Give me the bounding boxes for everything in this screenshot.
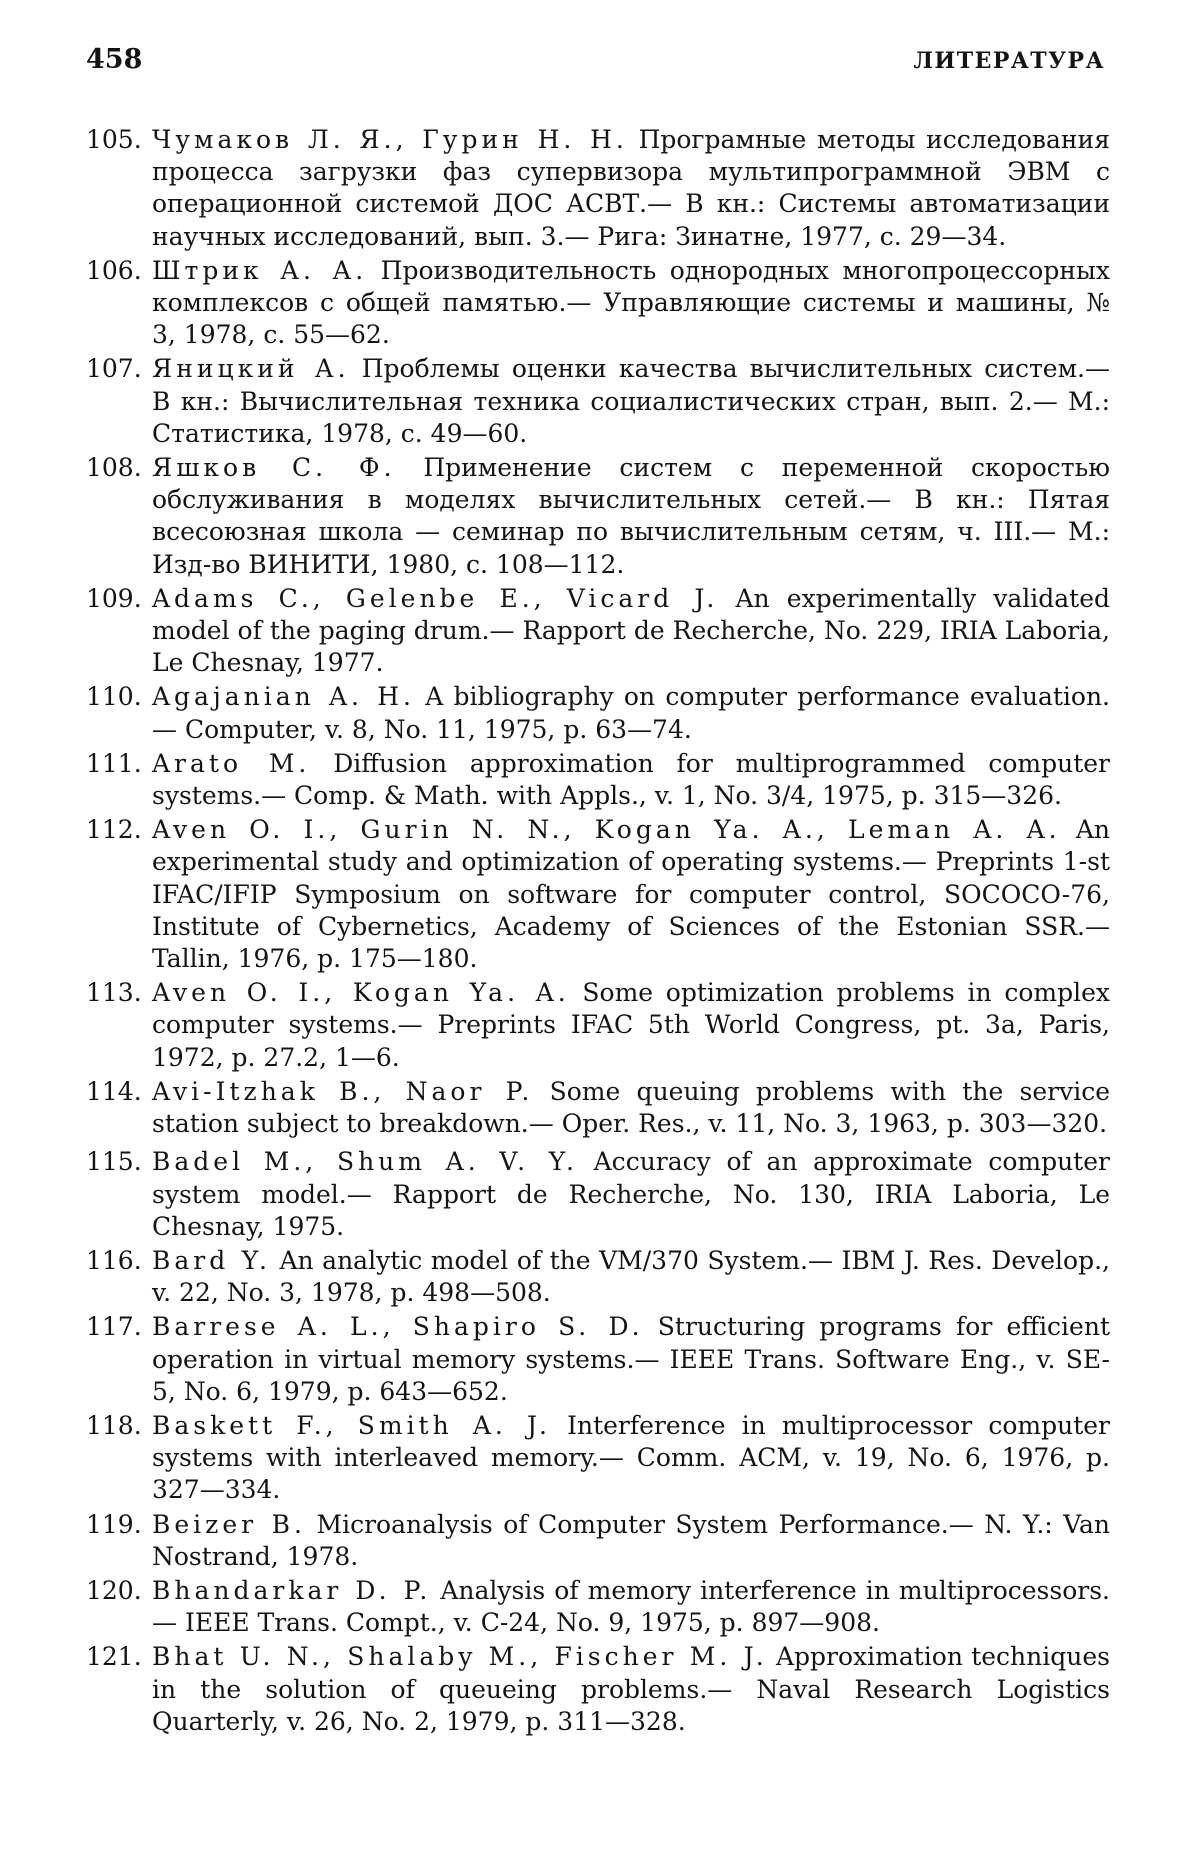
reference-text: An experimentally validated model of the paging drum.— Rapport de Recherche, No. 229, IRIA Laboria, Le Chesnay, 1977. <box>152 583 1110 678</box>
reference-text: Interference in multiprocessor computer systems with interleaved memory.— Comm. ACM, v. 19, No. 6, 1976, p. 327—334. <box>152 1410 1110 1505</box>
reference-number: 107. <box>86 354 142 384</box>
reference-text: A bibliography on computer performance evaluation.— Computer, v. 8, No. 11, 1975, p. 63—74. <box>152 682 1110 744</box>
reference-number: 108. <box>86 453 142 483</box>
reference-item <box>86 1245 1110 1309</box>
page-number: 458 <box>86 44 143 75</box>
reference-number: 117. <box>86 1312 142 1342</box>
reference-number: 113. <box>86 978 142 1008</box>
reference-item <box>86 1509 1110 1573</box>
reference-number: 118. <box>86 1410 142 1440</box>
reference-authors: Яницкий А. <box>152 354 350 384</box>
reference-authors: Bhat U. N., Shalaby M., Fischer M. J. <box>152 1642 768 1672</box>
reference-text: Analysis of memory interference in multiprocessors.— IEEE Trans. Compt., v. C-24, No. 9, 1975, p. 897—908. <box>152 1575 1110 1638</box>
reference-text: Some queuing problems with the service station subject to breakdown.— Oper. Res., v. 11, No. 3, 1963, p. 303—320. <box>152 1076 1110 1139</box>
reference-text: Производительность однородных многопроцессорных комплексов с общей памятью.— Управляющие системы и машины, № 3, 1978, с. 55—62. <box>152 255 1110 350</box>
reference-item <box>86 1641 1110 1738</box>
reference-text: Diffusion approximation for multiprogrammed computer systems.— Comp. & Math. with Appls., v. 1, No. 3/4, 1975, p. 315—326. <box>152 748 1110 811</box>
reference-number: 115. <box>86 1147 142 1177</box>
reference-number: 114. <box>86 1076 142 1106</box>
reference-item <box>86 1575 1110 1639</box>
reference-item <box>86 977 1110 1074</box>
reference-list <box>86 124 1110 1740</box>
reference-item <box>86 583 1110 680</box>
reference-number: 105. <box>86 125 142 154</box>
reference-number: 110. <box>86 682 142 712</box>
reference-text: An experimental study and optimization of operating systems.— Preprints 1-st IFAC/IFIP Symposium on software for computer control, SOCOCO-76, Institute of Cybernetics, Academy of Sciences of the Estonian SSR.— Tallin, 1976, p. 175—180. <box>152 815 1110 974</box>
reference-authors: Bard Y. <box>152 1245 271 1275</box>
reference-number: 116. <box>86 1245 142 1275</box>
reference-item <box>86 1410 1110 1507</box>
reference-authors: Avi-Itzhak B., Naor P. <box>152 1076 534 1106</box>
reference-text: Применение систем с переменной скоростью обслуживания в моделях вычислительных сетей.— В кн.: Пятая всесоюзная школа — семинар по вычислительным сетям, ч. III.— М.: Изд-во ВИНИТИ, 1980, с. 108—112. <box>152 453 1110 579</box>
reference-item <box>86 124 1110 253</box>
reference-text: Some optimization problems in complex computer systems.— Preprints IFAC 5th World Congress, pt. 3a, Paris, 1972, p. 27.2, 1—6. <box>152 978 1110 1072</box>
reference-authors: Baskett F., Smith A. J. <box>152 1410 551 1440</box>
reference-item <box>86 748 1110 812</box>
reference-authors: Aven O. I., Kogan Ya. A. <box>152 978 570 1008</box>
reference-text: Проблемы оценки качества вычислительных систем.— В кн.: Вычислительная техника социалистических стран, вып. 2.— М.: Статистика, 1978, с. 49—60. <box>152 354 1110 448</box>
reference-authors: Agajanian A. H. <box>152 682 415 712</box>
reference-number: 106. <box>86 255 142 285</box>
reference-item <box>86 1146 1110 1243</box>
reference-text: Approximation techniques in the solution of queueing problems.— Naval Research Logistics Quarterly, v. 26, No. 2, 1979, p. 311—328. <box>152 1642 1110 1736</box>
reference-authors: Arato M. <box>152 748 311 778</box>
reference-text: Structuring programs for efficient operation in virtual memory systems.— IEEE Trans. Software Eng., v. SE-5, No. 6, 1979, p. 643—652. <box>152 1312 1110 1406</box>
reference-item <box>86 255 1110 352</box>
reference-text: Microanalysis of Computer System Performance.— N. Y.: Van Nostrand, 1978. <box>152 1509 1110 1571</box>
reference-authors: Barrese A. L., Shapiro S. D. <box>152 1312 644 1342</box>
reference-authors: Bhandarkar D. P. <box>152 1575 432 1605</box>
reference-text: Програмные методы исследования процесса загрузки фаз супервизора мультипрограммной ЭВМ с операционной системой ДОС АСВТ.— В кн.: Системы автоматизации научных исследований, вып. 3.— Рига: Зинатне, 1977, с. 29—34. <box>152 125 1110 251</box>
reference-number: 109. <box>86 583 142 613</box>
reference-text: Accuracy of an approximate computer system model.— Rapport de Recherche, No. 130, IRIA Laboria, Le Chesnay, 1975. <box>152 1147 1110 1241</box>
reference-number: 119. <box>86 1509 142 1539</box>
page-header <box>86 44 1105 80</box>
reference-authors: Beizer B. <box>152 1509 306 1539</box>
reference-text: An analytic model of the VM/370 System.— IBM J. Res. Develop., v. 22, No. 3, 1978, p. 498—508. <box>152 1245 1111 1308</box>
reference-number: 120. <box>86 1575 142 1605</box>
running-head: ЛИТЕРАТУРА <box>913 48 1105 74</box>
reference-number: 121. <box>86 1642 142 1672</box>
reference-item <box>86 452 1110 581</box>
reference-item <box>86 814 1110 975</box>
reference-authors: Adams C., Gelenbe E., Vicard J. <box>152 583 719 613</box>
reference-authors: Яшков С. Ф. <box>152 453 396 483</box>
reference-number: 111. <box>86 748 142 778</box>
reference-item <box>86 1311 1110 1408</box>
reference-number: 112. <box>86 815 142 845</box>
reference-item <box>86 681 1110 745</box>
reference-authors: Badel M., Shum A. V. Y. <box>152 1147 578 1177</box>
reference-item <box>86 353 1110 450</box>
reference-item <box>86 1076 1110 1140</box>
reference-authors: Aven O. I., Gurin N. N., Kogan Ya. A., Leman A. A. <box>152 815 1061 845</box>
reference-authors: Штрик А. А. <box>152 255 368 285</box>
reference-authors: Чумаков Л. Я., Гурин Н. Н. <box>152 125 628 154</box>
